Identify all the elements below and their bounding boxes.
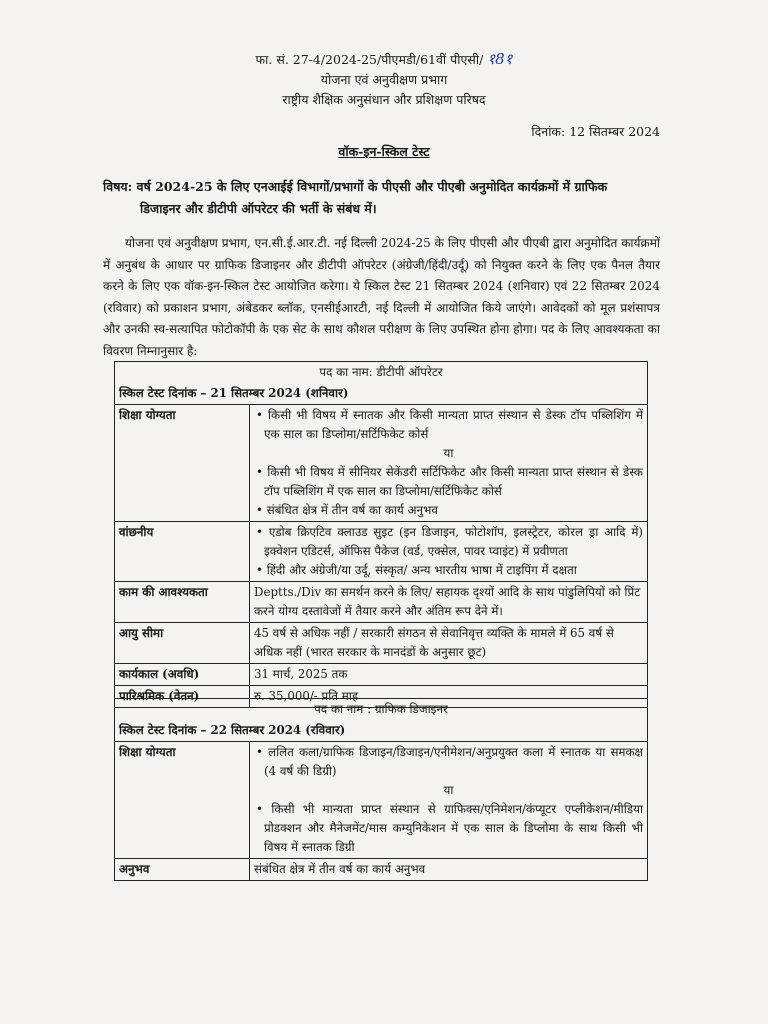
age-label: आयु सीमा bbox=[115, 623, 250, 664]
skill-test-date: स्किल टेस्ट दिनांक – 22 सितम्बर 2024 (रविवार) bbox=[115, 720, 648, 742]
desirable-cell bbox=[250, 522, 648, 582]
list-item: • एडोब क्रिएटिव क्लाउड सुइट (इन डिजाइन, फोटोशॉप, इलस्ट्रेटर, कोरल ड्रा आदि में) इक्वेशन एडिटर्स, ऑफिस पैकेज (वर्ड, एक्सेल, पावर प्वाइंट) में प्रवीणता bbox=[254, 523, 643, 561]
experience-label: अनुभव bbox=[115, 859, 250, 881]
list-item: • ललित कला/ग्राफिक डिजाइन/डिजाइन/एनीमेशन/अनुप्रयुक्त कला में स्नातक या समकक्ष (4 वर्ष की डिग्री) bbox=[254, 743, 643, 781]
or-text: या bbox=[443, 446, 454, 460]
list-item: • किसी भी विषय में सीनियर सेकेंडरी सर्टिफिकेट और किसी मान्यता प्राप्त संस्थान से डेस्क टॉप पब्लिशिंग में एक साल का डिप्लोमा/सर्टिफिकेट कोर्स bbox=[254, 463, 643, 501]
education-label: शिक्षा योग्यता bbox=[115, 405, 250, 522]
experience-text: संबंधित क्षेत्र में तीन वर्ष का कार्य अनुभव bbox=[250, 859, 648, 881]
letter-header bbox=[0, 49, 768, 110]
list-item: • संबंधित क्षेत्र में तीन वर्ष का कार्य अनुभव bbox=[254, 501, 643, 520]
subject-line-2: डिजाइनर और डीटीपी ऑपरेटर की भर्ती के संबंध में। bbox=[140, 201, 377, 216]
subject-line-1: विषय: वर्ष 2024-25 के लिए एनआईई विभागों/प्रभागों के पीएसी और पीएबी अनुमोदित कार्यक्रमों में ग्राफिक bbox=[103, 179, 608, 194]
education-cell bbox=[250, 742, 648, 859]
dtp-operator-table bbox=[114, 361, 648, 708]
education-label: शिक्षा योग्यता bbox=[115, 742, 250, 859]
desirable-label: वांछनीय bbox=[115, 522, 250, 582]
body-paragraph: योजना एवं अनुवीक्षण प्रभाग, एन.सी.ई.आर.टी. नई दिल्ली 2024-25 के लिए पीएसी और पीएबी द्वारा अनुमोदित कार्यक्रमों में अनुबंध के आधार पर ग्राफिक डिजाइनर और डीटीपी ऑपरेटर (अंग्रेजी/हिंदी/उर्दू) को नियुक्त करने के लिए एक पैनल तैयार करने के लिए एक वॉक-इन-स्किल टेस्ट आयोजित करेगा। ये स्किल टेस्ट 21 सितम्बर 2024 (शनिवार) एवं 22 सितम्बर 2024 (रविवार) को प्रकाशन प्रभाग, अंबेडकर ब्लॉक, एनसीईआरटी, नई दिल्ली में आयोजित किये जाएंगे। आवेदकों को मूल प्रशंसापत्र और उनकी स्व-सत्यापित फोटोकॉपी के एक सेट के साथ कौशल परीक्षण के लिए उपस्थित होना होगा। पद के लिए आवश्यकता का विवरण निम्नानुसार है: bbox=[103, 236, 660, 358]
skill-test-date: स्किल टेस्ट दिनांक – 21 सितम्बर 2024 (शनिवार) bbox=[115, 383, 648, 405]
list-item: • किसी भी विषय में स्नातक और किसी मान्यता प्राप्त संस्थान से डेस्क टॉप पब्लिशिंग में एक साल का डिप्लोमा/सर्टिफिकेट कोर्स bbox=[254, 406, 643, 444]
or-text: या bbox=[443, 783, 454, 797]
council-name: राष्ट्रीय शैक्षिक अनुसंधान और प्रशिक्षण परिषद bbox=[282, 92, 486, 107]
division-name: योजना एवं अनुवीक्षण प्रभाग bbox=[320, 72, 448, 87]
pay-label: पारिश्रमिक (वेतन) bbox=[115, 686, 250, 708]
post-name: पद का नाम : ग्राफिक डिजाइनर bbox=[115, 699, 648, 721]
handwritten-number: १8१ bbox=[487, 50, 513, 68]
subject bbox=[103, 176, 673, 220]
work-label: काम की आवश्यकता bbox=[115, 582, 250, 623]
list-item: • किसी भी मान्यता प्राप्त संस्थान से ग्राफिक्स/एनिमेशन/कंप्यूटर एप्लीकेशन/मीडिया प्रोडक्शन और मैनेजमेंट/मास कम्युनिकेशन में एक साल के डिप्लोमा के साथ किसी भी विषय में स्नातक डिग्री bbox=[254, 800, 643, 857]
education-cell bbox=[250, 405, 648, 522]
tenure-text: 31 मार्च, 2025 तक bbox=[250, 664, 648, 686]
list-item: • हिंदी और अंग्रेजी/या उर्दू, संस्कृत/ अन्य भारतीय भाषा में टाइपिंग में दक्षता bbox=[254, 561, 643, 580]
file-number bbox=[0, 49, 768, 70]
post-name: पद का नाम: डीटीपी ऑपरेटर bbox=[115, 362, 648, 384]
tenure-label: कार्यकाल (अवधि) bbox=[115, 664, 250, 686]
work-text: Deptts./Div का समर्थन करने के लिए/ सहायक दृश्यों आदि के साथ पांडुलिपियों को प्रिंट करने योग्य दस्तावेजों में तैयार करने और अंतिम रूप देने में। bbox=[250, 582, 648, 623]
notice-title-text: वॉक-इन-स्किल टेस्ट bbox=[338, 144, 430, 159]
notice-title bbox=[0, 143, 768, 160]
age-text: 45 वर्ष से अधिक नहीं / सरकारी संगठन से सेवानिवृत्त व्यक्ति के मामले में 65 वर्ष से अधिक नहीं (भारत सरकार के मानदंडों के अनुसार छूट) bbox=[250, 623, 648, 664]
pay-text: रु. 35,000/- प्रति माह bbox=[250, 686, 648, 708]
file-number-text: फा. सं. 27-4/2024-25/पीएमडी/61वीं पीएसी/ bbox=[255, 52, 484, 67]
letter-date: दिनांक: 12 सितम्बर 2024 bbox=[531, 124, 660, 139]
graphic-designer-table bbox=[114, 698, 648, 881]
